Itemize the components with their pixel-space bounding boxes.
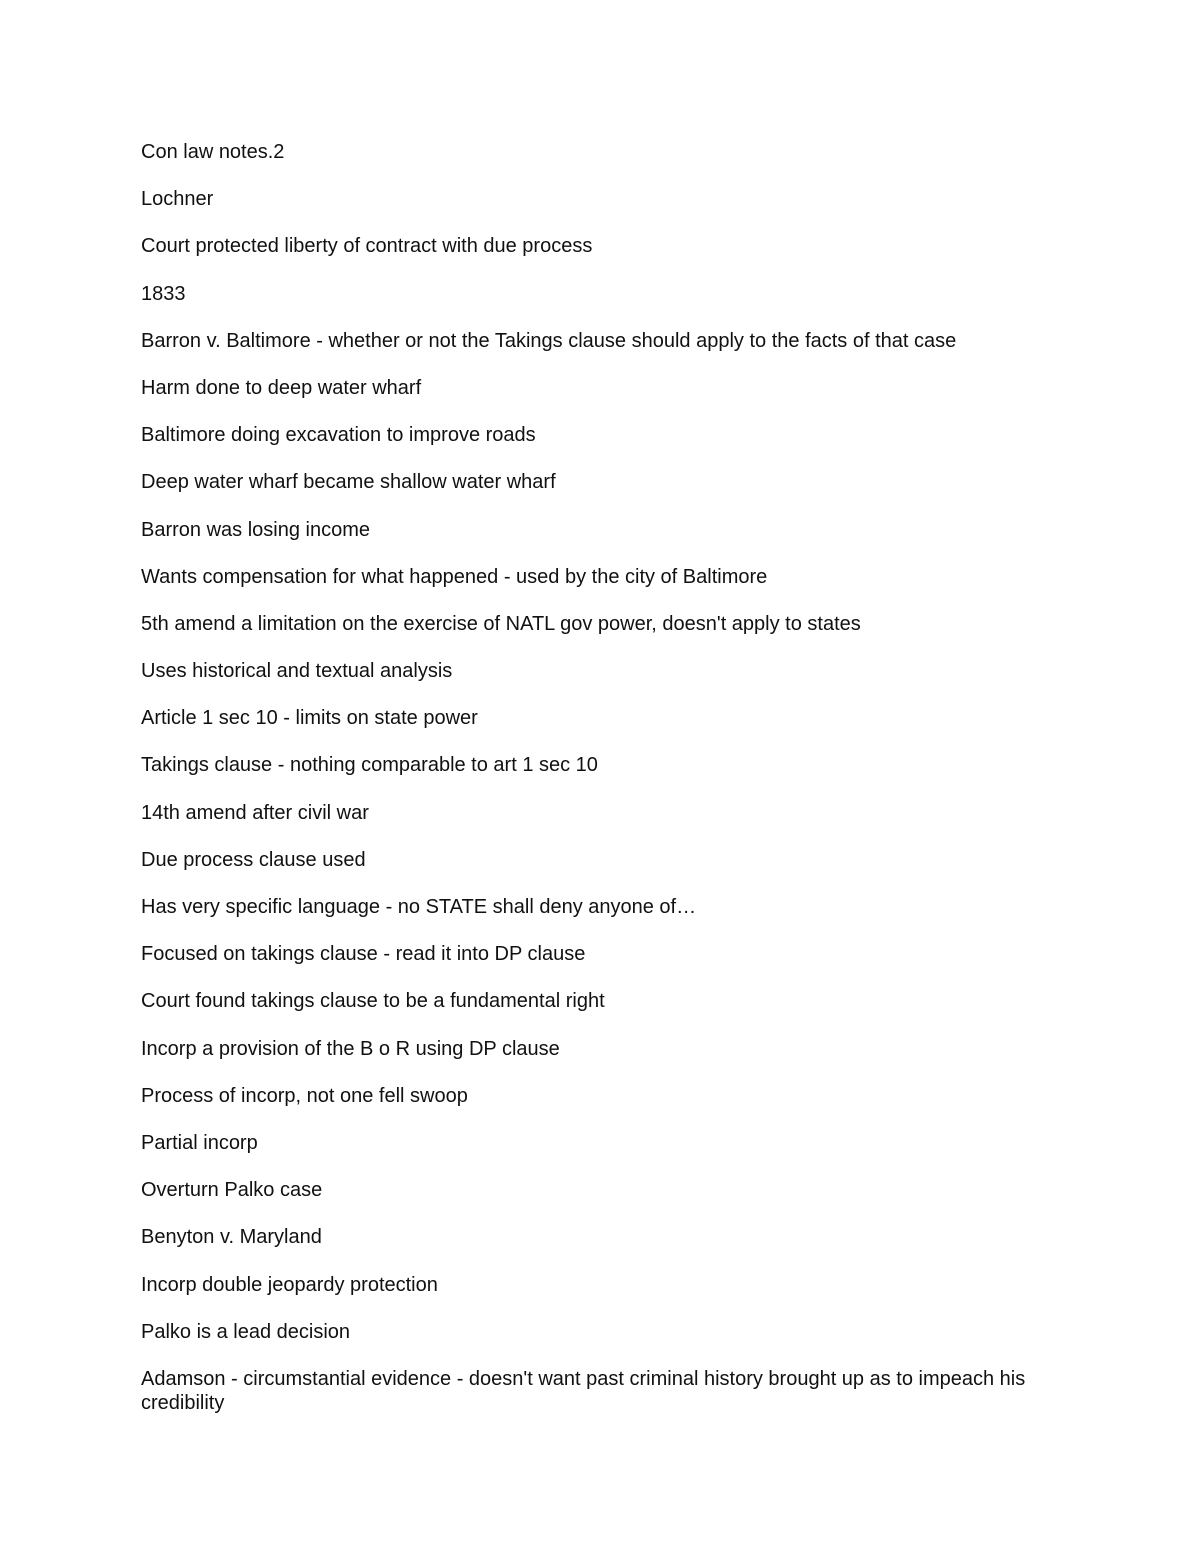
- note-line: 14th amend after civil war: [141, 801, 369, 824]
- note-line: Barron was losing income: [141, 518, 370, 541]
- note-line: Has very specific language - no STATE shall deny anyone of…: [141, 896, 697, 918]
- note-line: Harm done to deep water wharf: [141, 376, 422, 399]
- note-line: Deep water wharf became shallow water wharf: [141, 471, 556, 494]
- note-line: Overturn Palko case: [141, 1179, 323, 1202]
- note-title: Con law notes.2: [141, 141, 285, 163]
- note-line: Process of incorp, not one fell swoop: [141, 1084, 468, 1107]
- note-line: Baltimore doing excavation to improve roads: [141, 424, 536, 447]
- note-line: Barron v. Baltimore - whether or not the Takings clause should apply to the facts of that case: [141, 329, 957, 352]
- note-line: Incorp a provision of the B o R using DP clause: [141, 1037, 560, 1060]
- note-line: Benyton v. Maryland: [141, 1226, 322, 1249]
- notes-body: [141, 140, 1041, 1438]
- note-line: Court found takings clause to be a fundamental right: [141, 990, 605, 1013]
- note-line: Due process clause used: [141, 848, 366, 871]
- note-line: Court protected liberty of contract with due process: [141, 235, 593, 258]
- note-line: Takings clause - nothing comparable to art 1 sec 10: [141, 754, 598, 777]
- note-line: Article 1 sec 10 - limits on state power: [141, 707, 478, 730]
- note-line: Lochner: [141, 188, 214, 211]
- note-line: Adamson - circumstantial evidence - doesn't want past criminal history brought up as to impeach his credibility: [141, 1367, 1026, 1414]
- note-line: Incorp double jeopardy protection: [141, 1273, 438, 1296]
- note-line: Wants compensation for what happened - used by the city of Baltimore: [141, 565, 768, 588]
- note-line: 5th amend a limitation on the exercise of NATL gov power, doesn't apply to states: [141, 612, 861, 635]
- note-line: 1833: [141, 282, 186, 305]
- note-line: Uses historical and textual analysis: [141, 660, 453, 683]
- note-line: Focused on takings clause - read it into DP clause: [141, 943, 586, 966]
- note-line: Partial incorp: [141, 1131, 258, 1154]
- note-line: Palko is a lead decision: [141, 1320, 351, 1343]
